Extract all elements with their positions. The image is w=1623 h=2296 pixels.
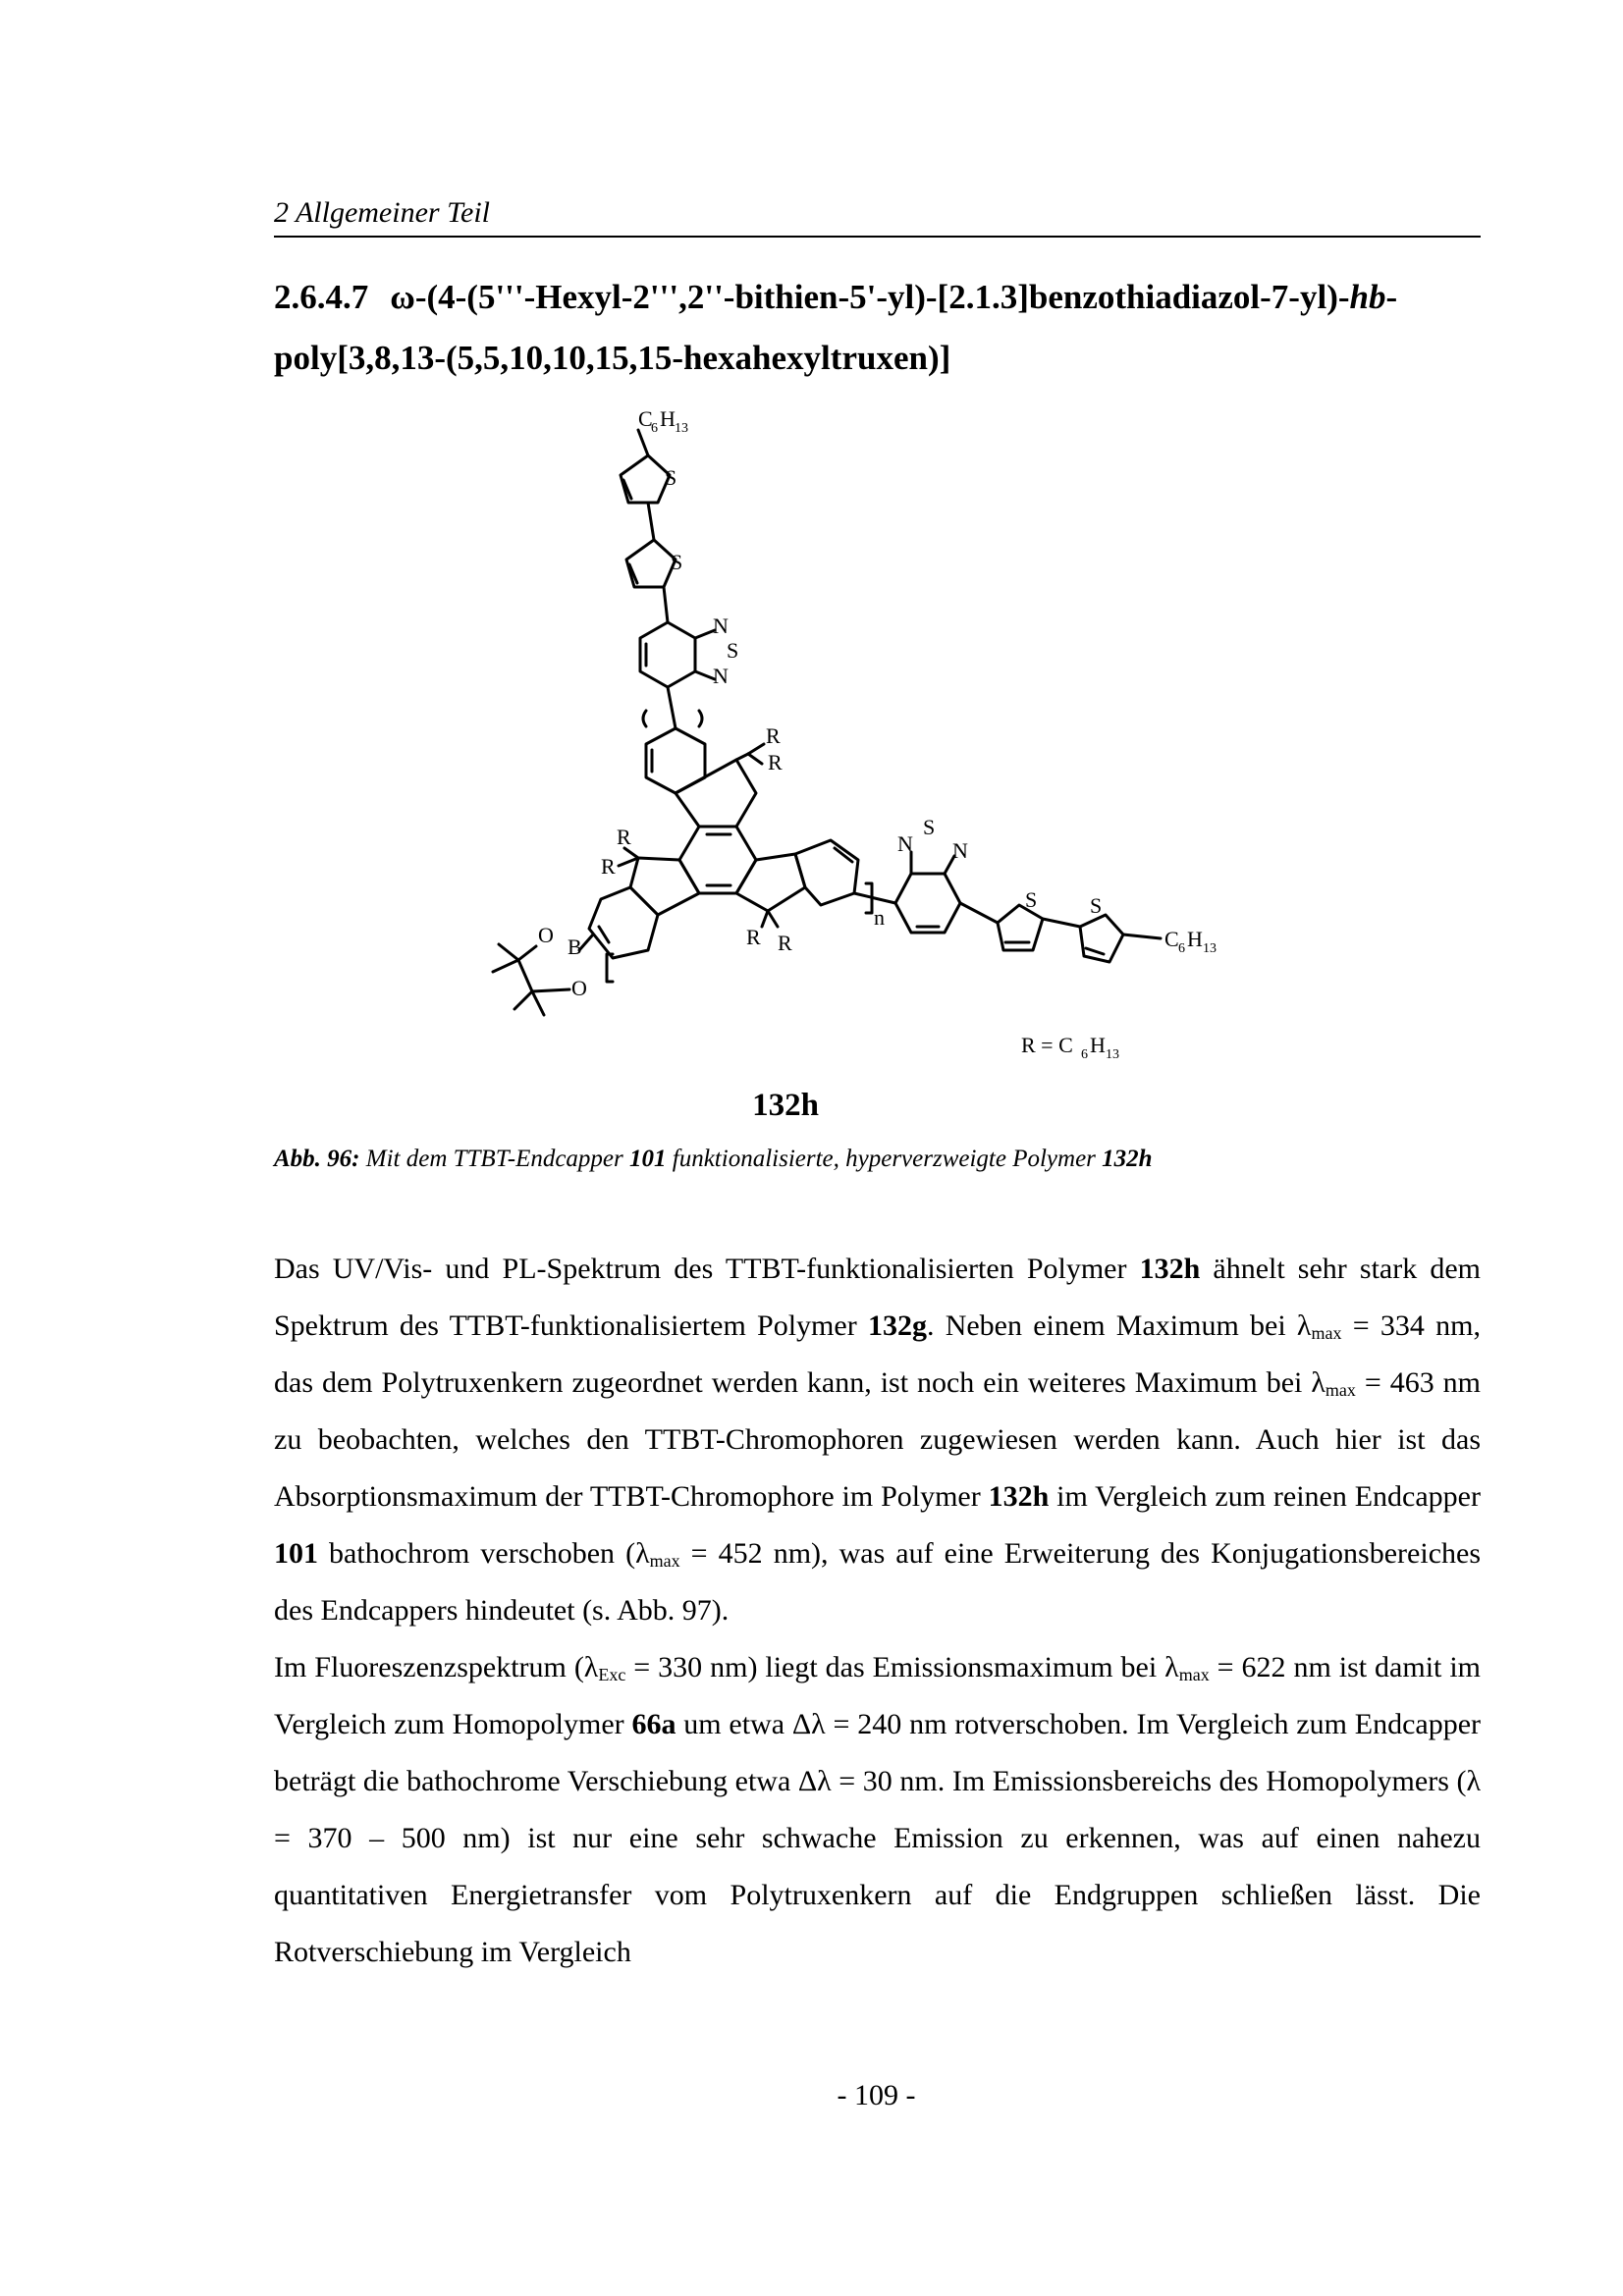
thiophene-right-1 bbox=[998, 887, 1043, 950]
p2-s1: Im Fluoreszenzspektrum (λ bbox=[274, 1651, 599, 1683]
section-title-dash: - bbox=[1385, 278, 1398, 316]
atom-o1: O bbox=[538, 923, 554, 947]
p2-s2: = 330 nm) liegt das Emissionsmaximum bei λ bbox=[625, 1651, 1179, 1683]
p1-s4: = 334 nm, das dem Polytruxenkern zugeordnet werden kann, ist noch ein weiteres Maximum bei λ bbox=[274, 1309, 1481, 1399]
section-title-part-a: ω-(4-(5'''-Hexyl-2''',2''-bithien-5'-yl)-[2.1.3]benzothiadiazol-7-yl)- bbox=[390, 278, 1350, 316]
atom-n4: N bbox=[952, 838, 968, 863]
atom-c-sub: 6 bbox=[651, 421, 658, 436]
p1-b4: 101 bbox=[274, 1537, 318, 1570]
section-title-hb: hb bbox=[1349, 278, 1386, 316]
atom-r3: R bbox=[617, 825, 631, 849]
section-number: 2.6.4.7 bbox=[274, 278, 369, 316]
section-title-part-c: poly[3,8,13-(5,5,10,10,15,15-hexahexyltruxen)] bbox=[274, 339, 951, 377]
r-group-definition bbox=[1021, 1033, 1119, 1062]
atom-c2: C bbox=[1164, 927, 1179, 951]
benzothiadiazole-right bbox=[895, 815, 968, 933]
caption-text-2: funktionalisierte, hyperverzweigte Polymer bbox=[666, 1146, 1103, 1172]
caption-ref-2: 132h bbox=[1102, 1146, 1153, 1172]
atom-o2: O bbox=[571, 976, 587, 1000]
p2-s4: um etwa Δλ = 240 nm rotverschoben. Im Vergleich zum Endcapper beträgt die bathochrome Verschiebung etwa Δλ = 30 nm. Im Emissionsbereichs des Homopolymers (λ = 370 – 500 nm) ist nur eine sehr schwache Emission zu erkennen, was auf einen nahezu quantitativen Energietransfer vom Polytruxenkern auf die Endgruppen schließen lässt. Die Rotverschiebung im Vergleich bbox=[274, 1708, 1481, 1968]
atom-s4: S bbox=[923, 815, 936, 839]
p2-s3: = 622 nm ist damit im Vergleich zum Homopolymer bbox=[274, 1651, 1481, 1740]
atom-n2: N bbox=[713, 664, 729, 688]
terminal-thiophene-top bbox=[621, 406, 688, 503]
benzothiadiazole-top bbox=[640, 614, 738, 688]
p1-s6: im Vergleich zum reinen Endcapper bbox=[1049, 1480, 1481, 1513]
atom-s6: S bbox=[1090, 893, 1103, 918]
atom-h2: H bbox=[1187, 927, 1203, 951]
p1-b2: 132g bbox=[867, 1309, 927, 1342]
atom-n1: N bbox=[713, 614, 729, 638]
page-number: - 109 - bbox=[837, 2079, 916, 2111]
caption-ref-1: 101 bbox=[629, 1146, 667, 1172]
p1-s2: ähnelt sehr stark dem Spektrum des TTBT-funktionalisiertem Polymer bbox=[274, 1253, 1481, 1342]
chemical-structure-figure bbox=[491, 404, 1276, 1131]
atom-h2-sub: 13 bbox=[1203, 941, 1217, 956]
caption-text-1: Mit dem TTBT-Endcapper bbox=[359, 1146, 630, 1172]
atom-c: C bbox=[638, 406, 653, 431]
p1-s8: = 452 nm), was auf eine Erweiterung des Konjugationsbereiches des Endcappers hindeutet (s. Abb. 97). bbox=[274, 1537, 1481, 1627]
atom-r6: R bbox=[778, 931, 792, 955]
p1-s3: . Neben einem Maximum bei λ bbox=[926, 1309, 1312, 1342]
p1-b1: 132h bbox=[1139, 1253, 1201, 1285]
atom-s5: S bbox=[1025, 887, 1038, 912]
section-heading bbox=[274, 267, 1481, 389]
p2-b1: 66a bbox=[631, 1708, 676, 1740]
thiophene-second bbox=[626, 540, 682, 587]
truxene-core bbox=[589, 723, 858, 958]
compound-label: 132h bbox=[752, 1088, 819, 1123]
atom-r4: R bbox=[601, 854, 616, 879]
atom-s3: S bbox=[727, 638, 739, 663]
p1-b3: 132h bbox=[988, 1480, 1050, 1513]
paragraph-1 bbox=[274, 1241, 1481, 1639]
atom-c2-sub: 6 bbox=[1178, 941, 1185, 956]
p1-s5: = 463 nm zu beobachten, welches den TTBT-Chromophoren zugewiesen werden kann. Auch hier ist das Absorptionsmaximum der TTBT-Chromophore im Polymer bbox=[274, 1366, 1481, 1513]
atom-r1: R bbox=[766, 723, 781, 748]
sub-max-4: max bbox=[1178, 1665, 1210, 1684]
boronate-ester bbox=[493, 923, 593, 1015]
body-text bbox=[274, 1241, 1481, 1981]
atom-n-index: n bbox=[874, 905, 885, 930]
atom-r2: R bbox=[768, 750, 783, 774]
atom-r5: R bbox=[746, 925, 761, 949]
chapter-title: 2 Allgemeiner Teil bbox=[274, 196, 490, 229]
r-def-sub2: 13 bbox=[1106, 1047, 1119, 1062]
figure-caption bbox=[274, 1143, 1481, 1176]
sub-max-2: max bbox=[1325, 1380, 1356, 1400]
atom-s2: S bbox=[671, 550, 683, 574]
p1-s1: Das UV/Vis- und PL-Spektrum des TTBT-funktionalisierten Polymer bbox=[274, 1253, 1140, 1285]
sub-exc: Exc bbox=[598, 1665, 626, 1684]
sub-max-1: max bbox=[1311, 1323, 1342, 1343]
running-header bbox=[274, 194, 1481, 238]
r-def-h: H bbox=[1090, 1033, 1106, 1057]
atom-s1: S bbox=[665, 465, 677, 490]
paragraph-2 bbox=[274, 1639, 1481, 1981]
r-def-sub1: 6 bbox=[1081, 1047, 1088, 1062]
thiophene-right-2 bbox=[1080, 893, 1217, 962]
atom-b: B bbox=[568, 934, 582, 959]
p1-s7: bathochrom verschoben (λ bbox=[318, 1537, 650, 1570]
structure-drawing bbox=[491, 404, 1276, 1131]
sub-max-3: max bbox=[649, 1551, 680, 1571]
atom-h: H bbox=[660, 406, 676, 431]
atom-h-sub: 13 bbox=[675, 421, 688, 436]
r-def-text: R = C bbox=[1021, 1033, 1073, 1057]
caption-prefix: Abb. 96: bbox=[274, 1146, 360, 1172]
atom-n3: N bbox=[897, 831, 913, 856]
